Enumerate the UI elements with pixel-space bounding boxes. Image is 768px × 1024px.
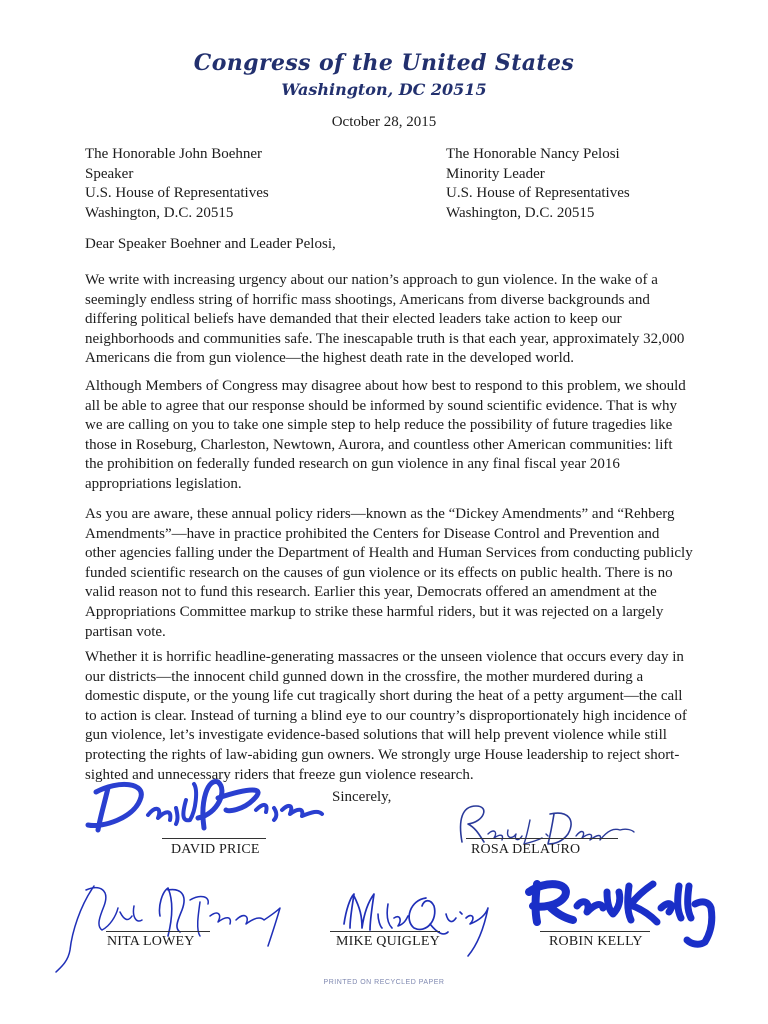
signatory-name: ROSA DELAURO: [471, 842, 581, 857]
letterhead-subtitle: Washington, DC 20515: [281, 80, 487, 99]
letterhead-title: Congress of the United States: [193, 50, 575, 76]
signature-david-price: [78, 770, 338, 840]
body-paragraph: As you are aware, these annual policy riders—known as the “Dickey Amendments” and “Rehberg Amendments”—have in practice prohibited the Centers for Disease Control and Prevention and other agencies falling under the Department of Health and Human Services from conducting publicly funded scientific research on the causes of gun violence or its effects on public health. There is no valid reason not to fund this research. Earlier this year, Democrats offered an amendment at the Appropriations Committee markup to strike these harmful riders, but it was rejected on a largely partisan vote.: [85, 506, 693, 640]
signature-nita-lowey: [50, 876, 300, 976]
recipient-line: The Honorable Nancy Pelosi: [446, 146, 620, 162]
body-paragraph: Although Members of Congress may disagree about how best to respond to this problem, we should all be able to agree that our response should be informed by sound scientific evidence. That is why we are calling on you to take one simple step to help reduce the possibility of future tragedies like those in Roseburg, Charleston, Newtown, Aurora, and countless other American communities: lift the prohibition on federally funded research on gun violence in any final fiscal year 2016 appropriations legislation.: [85, 378, 686, 492]
recipient-address-left: [85, 145, 269, 223]
body-paragraph: We write with increasing urgency about our nation’s approach to gun violence. In the wake of a seemingly endless string of horrific mass shootings, Americans from diverse backgrounds and differing political beliefs have demanded that their elected leaders take action to keep our neighborhoods and communities safe. The inescapable truth is that each year, approximately 32,000 Americans die from gun violence—the highest death rate in the developed world.: [85, 272, 685, 367]
recipient-line: Minority Leader: [446, 165, 545, 182]
recycled-paper-footer: PRINTED ON RECYCLED PAPER: [323, 979, 445, 986]
signature-line: [162, 838, 266, 839]
body-paragraph: Whether it is horrific headline-generating massacres or the unseen violence that occurs every day in our districts—the innocent child gunned down in the crossfire, the mother murdered during a domestic dispute, or the young life cut tragically short during the heat of a petty argument—the call to action is clear. Instead of turning a blind eye to our country’s disproportionately high incidence of gun violence, let’s investigate evidence-based solutions that will help prevent violence while still protecting the rights of law-abiding gun owners. We strongly urge House leadership to reject short-sighted and unnecessary riders that freeze gun violence research.: [85, 649, 687, 783]
closing: Sincerely,: [332, 789, 392, 805]
signatory-name: DAVID PRICE: [171, 842, 260, 857]
recipient-line: U.S. House of Representatives: [85, 185, 269, 201]
recipient-address-right: [446, 145, 630, 223]
signature-line: [106, 931, 210, 932]
letter-date: October 28, 2015: [331, 114, 437, 130]
signature-mike-quigley: [330, 884, 500, 964]
signature-line: [330, 931, 440, 932]
salutation: Dear Speaker Boehner and Leader Pelosi,: [85, 236, 336, 252]
signatory-name: ROBIN KELLY: [549, 934, 643, 949]
signature-line: [466, 838, 618, 839]
recipient-line: The Honorable John Boehner: [85, 146, 263, 162]
recipient-line: Washington, D.C. 20515: [446, 204, 595, 221]
signatory-name: NITA LOWEY: [107, 934, 195, 949]
recipient-line: U.S. House of Representatives: [446, 185, 630, 201]
signature-line: [540, 931, 650, 932]
signatory-name: MIKE QUIGLEY: [336, 934, 440, 949]
recipient-line: Washington, D.C. 20515: [85, 204, 234, 221]
recipient-line: Speaker: [85, 165, 134, 182]
